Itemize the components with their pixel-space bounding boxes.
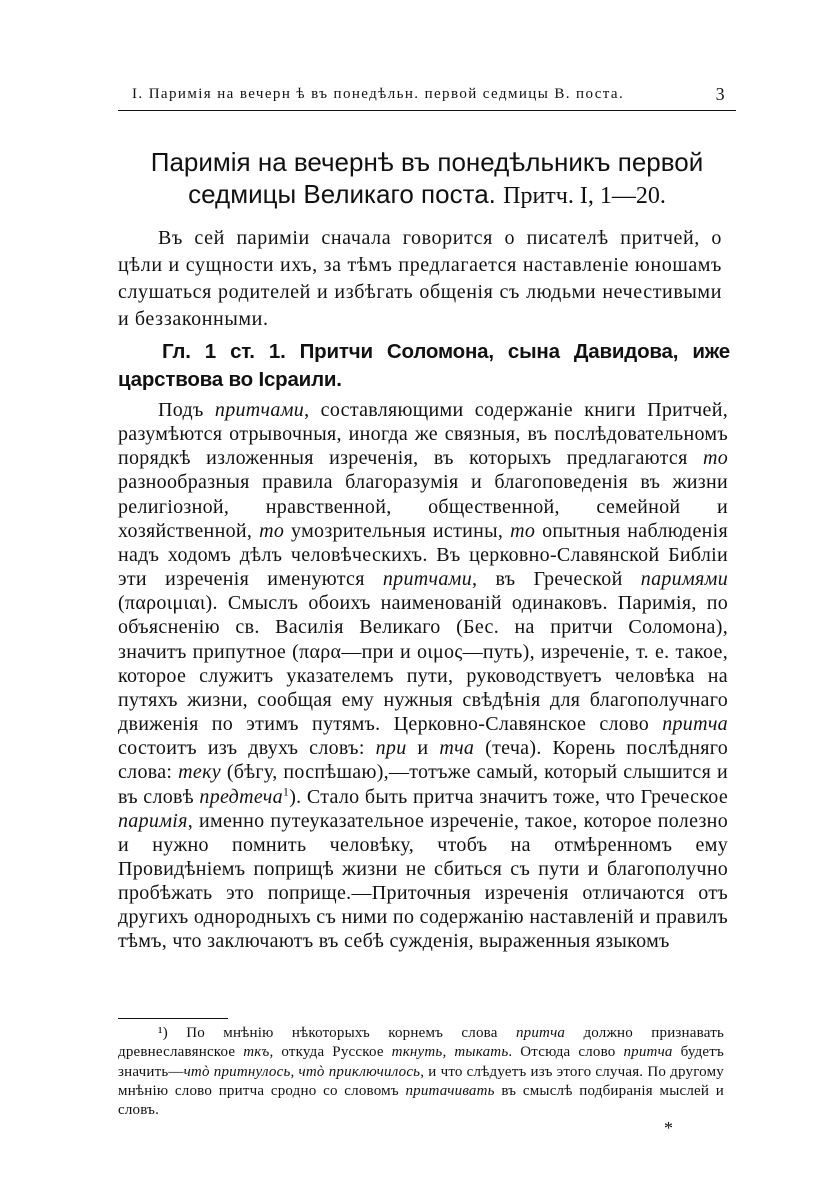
text-run: , въ Греческой — [472, 568, 641, 591]
text-run: умозрительныя истины, — [284, 519, 511, 542]
summary-text: Въ сей париміи сначала говорится о писателѣ притчей, о цѣли и сущности ихъ, за тѣмъ предлагается наставленіе юношамъ слушаться родителей и избѣгать общенія съ людьми нечестивыми и беззаконными. — [118, 227, 722, 330]
italic-term: притча — [662, 713, 728, 736]
text-run: (бѣгу, поспѣшаю),—тотъже самый, который слышится и въ словѣ — [118, 761, 728, 808]
text-run: Подъ — [158, 399, 215, 421]
verse-heading-text: Гл. 1 ст. 1. Притчи Соломона, сына Давидова, иже царствова во Ісраили. — [118, 340, 730, 391]
footnote — [118, 1024, 724, 1120]
summary-paragraph — [118, 225, 722, 333]
section-title-line-2 — [118, 178, 736, 212]
text-run: , и что слѣдуетъ изъ этого случая. По другому мнѣнію слово притча сродно со словомъ — [118, 1063, 724, 1099]
scripture-reference: Притч. I, 1—20. — [503, 183, 666, 209]
italic-term: паримями — [640, 568, 728, 591]
text-run: разнообразныя правила благоразумія и благоповеденія въ жизни религіозной, нравственной, общественной, семейной и хозяйственной, — [118, 471, 728, 542]
text-run: (παροιμιαι). Смыслъ обоихъ наименованій одинаковъ. Паримія, по объясненію св. Василія Великаго (Бес. на притчи Соломона), значитъ припутное (παρα—при и οιμος—путь), изреченіе, т. е. такое, которое служитъ указателемъ пути, руководствуетъ человѣка на путяхъ жизни, сообщая ему нужныя свѣдѣнія для благополучнаго движенія по этимъ путямъ. Церковно-Славянское слово — [118, 592, 728, 736]
italic-term: притчами — [214, 399, 305, 421]
commentary-paragraph — [118, 398, 728, 954]
italic-term: чтò притнулось, чтò приключилось — [183, 1063, 421, 1080]
italic-term: тча — [439, 737, 475, 760]
signature-mark: * — [664, 1118, 673, 1138]
italic-term: то — [702, 447, 728, 470]
italic-term: паримія — [118, 809, 188, 832]
text-run: должно признавать древнеславянское — [118, 1025, 724, 1061]
text-run: въ смыслѣ подбиранія мыслей и словъ. — [118, 1082, 725, 1119]
running-header-title: I. Паримія на вечерн ѣ въ понедѣльн. первой седмицы В. поста. — [132, 86, 625, 102]
footnote-reference[interactable]: 1 — [282, 783, 290, 798]
italic-term: притчами — [382, 568, 473, 591]
footnote-text — [118, 1024, 724, 1120]
italic-term: ткъ — [243, 1044, 270, 1061]
italic-term: притча — [515, 1025, 566, 1041]
text-run: , именно путеуказательное изреченіе, такое, которое полезно и нужно помнить человѣку, чтобъ на отмѣренномъ ему Провидѣніемъ поприщѣ жизни не сбиться съ пути и благополучно пробѣжать это поприще.—Приточныя изреченія отличаются отъ другихъ однородныхъ съ ними по содержанію наставленій и правилъ тѣмъ, что заключаютъ въ себѣ сужденія, выраженныя языкомъ — [118, 809, 728, 953]
running-header — [118, 84, 736, 106]
header-rule — [118, 110, 736, 111]
text-run: опытныя наблюденія надъ ходомъ дѣлъ человѣческихъ. Въ церковно-Славянской Библіи эти изреченія именуются — [118, 519, 728, 591]
page-number: 3 — [715, 84, 726, 104]
text-run: ). Стало быть притча значитъ тоже, что Греческое — [289, 785, 728, 808]
text-run: , откуда Русское — [269, 1044, 392, 1061]
section-title — [118, 146, 736, 212]
text-run: и — [406, 737, 440, 760]
italic-term: ткнуть, тыкать — [391, 1044, 509, 1061]
italic-term: предтеча — [199, 785, 283, 808]
italic-term: то — [259, 519, 285, 542]
text-run: состоитъ изъ двухъ словъ: — [118, 737, 376, 760]
commentary-body — [118, 398, 728, 954]
section-title-line-1: Паримія на вечернѣ въ понедѣльникъ первой — [150, 147, 704, 177]
verse-heading — [118, 338, 730, 394]
text-run: . Отсюда слово — [508, 1044, 624, 1061]
text-run: , составляющими содержаніе книги Притчей, разумѣются отрывочныя, иногда же связныя, въ послѣдовательномъ порядкѣ изложенныя изреченія, въ которыхъ предлагаются — [118, 399, 729, 470]
italic-term: при — [375, 737, 407, 760]
footnote-rule — [118, 1018, 228, 1019]
italic-term: теку — [178, 761, 221, 784]
text-run: будетъ значить— — [118, 1044, 725, 1080]
italic-term: то — [510, 519, 536, 542]
italic-term: притча — [623, 1044, 673, 1061]
text-run: ¹) По мнѣнію нѣкоторыхъ корнемъ слова — [158, 1025, 516, 1041]
italic-term: притачивать — [405, 1082, 495, 1099]
text-run: (теча). Корень послѣдняго слова: — [118, 737, 728, 784]
section-title-line-2-text: седмицы Великаго поста. — [188, 179, 496, 209]
